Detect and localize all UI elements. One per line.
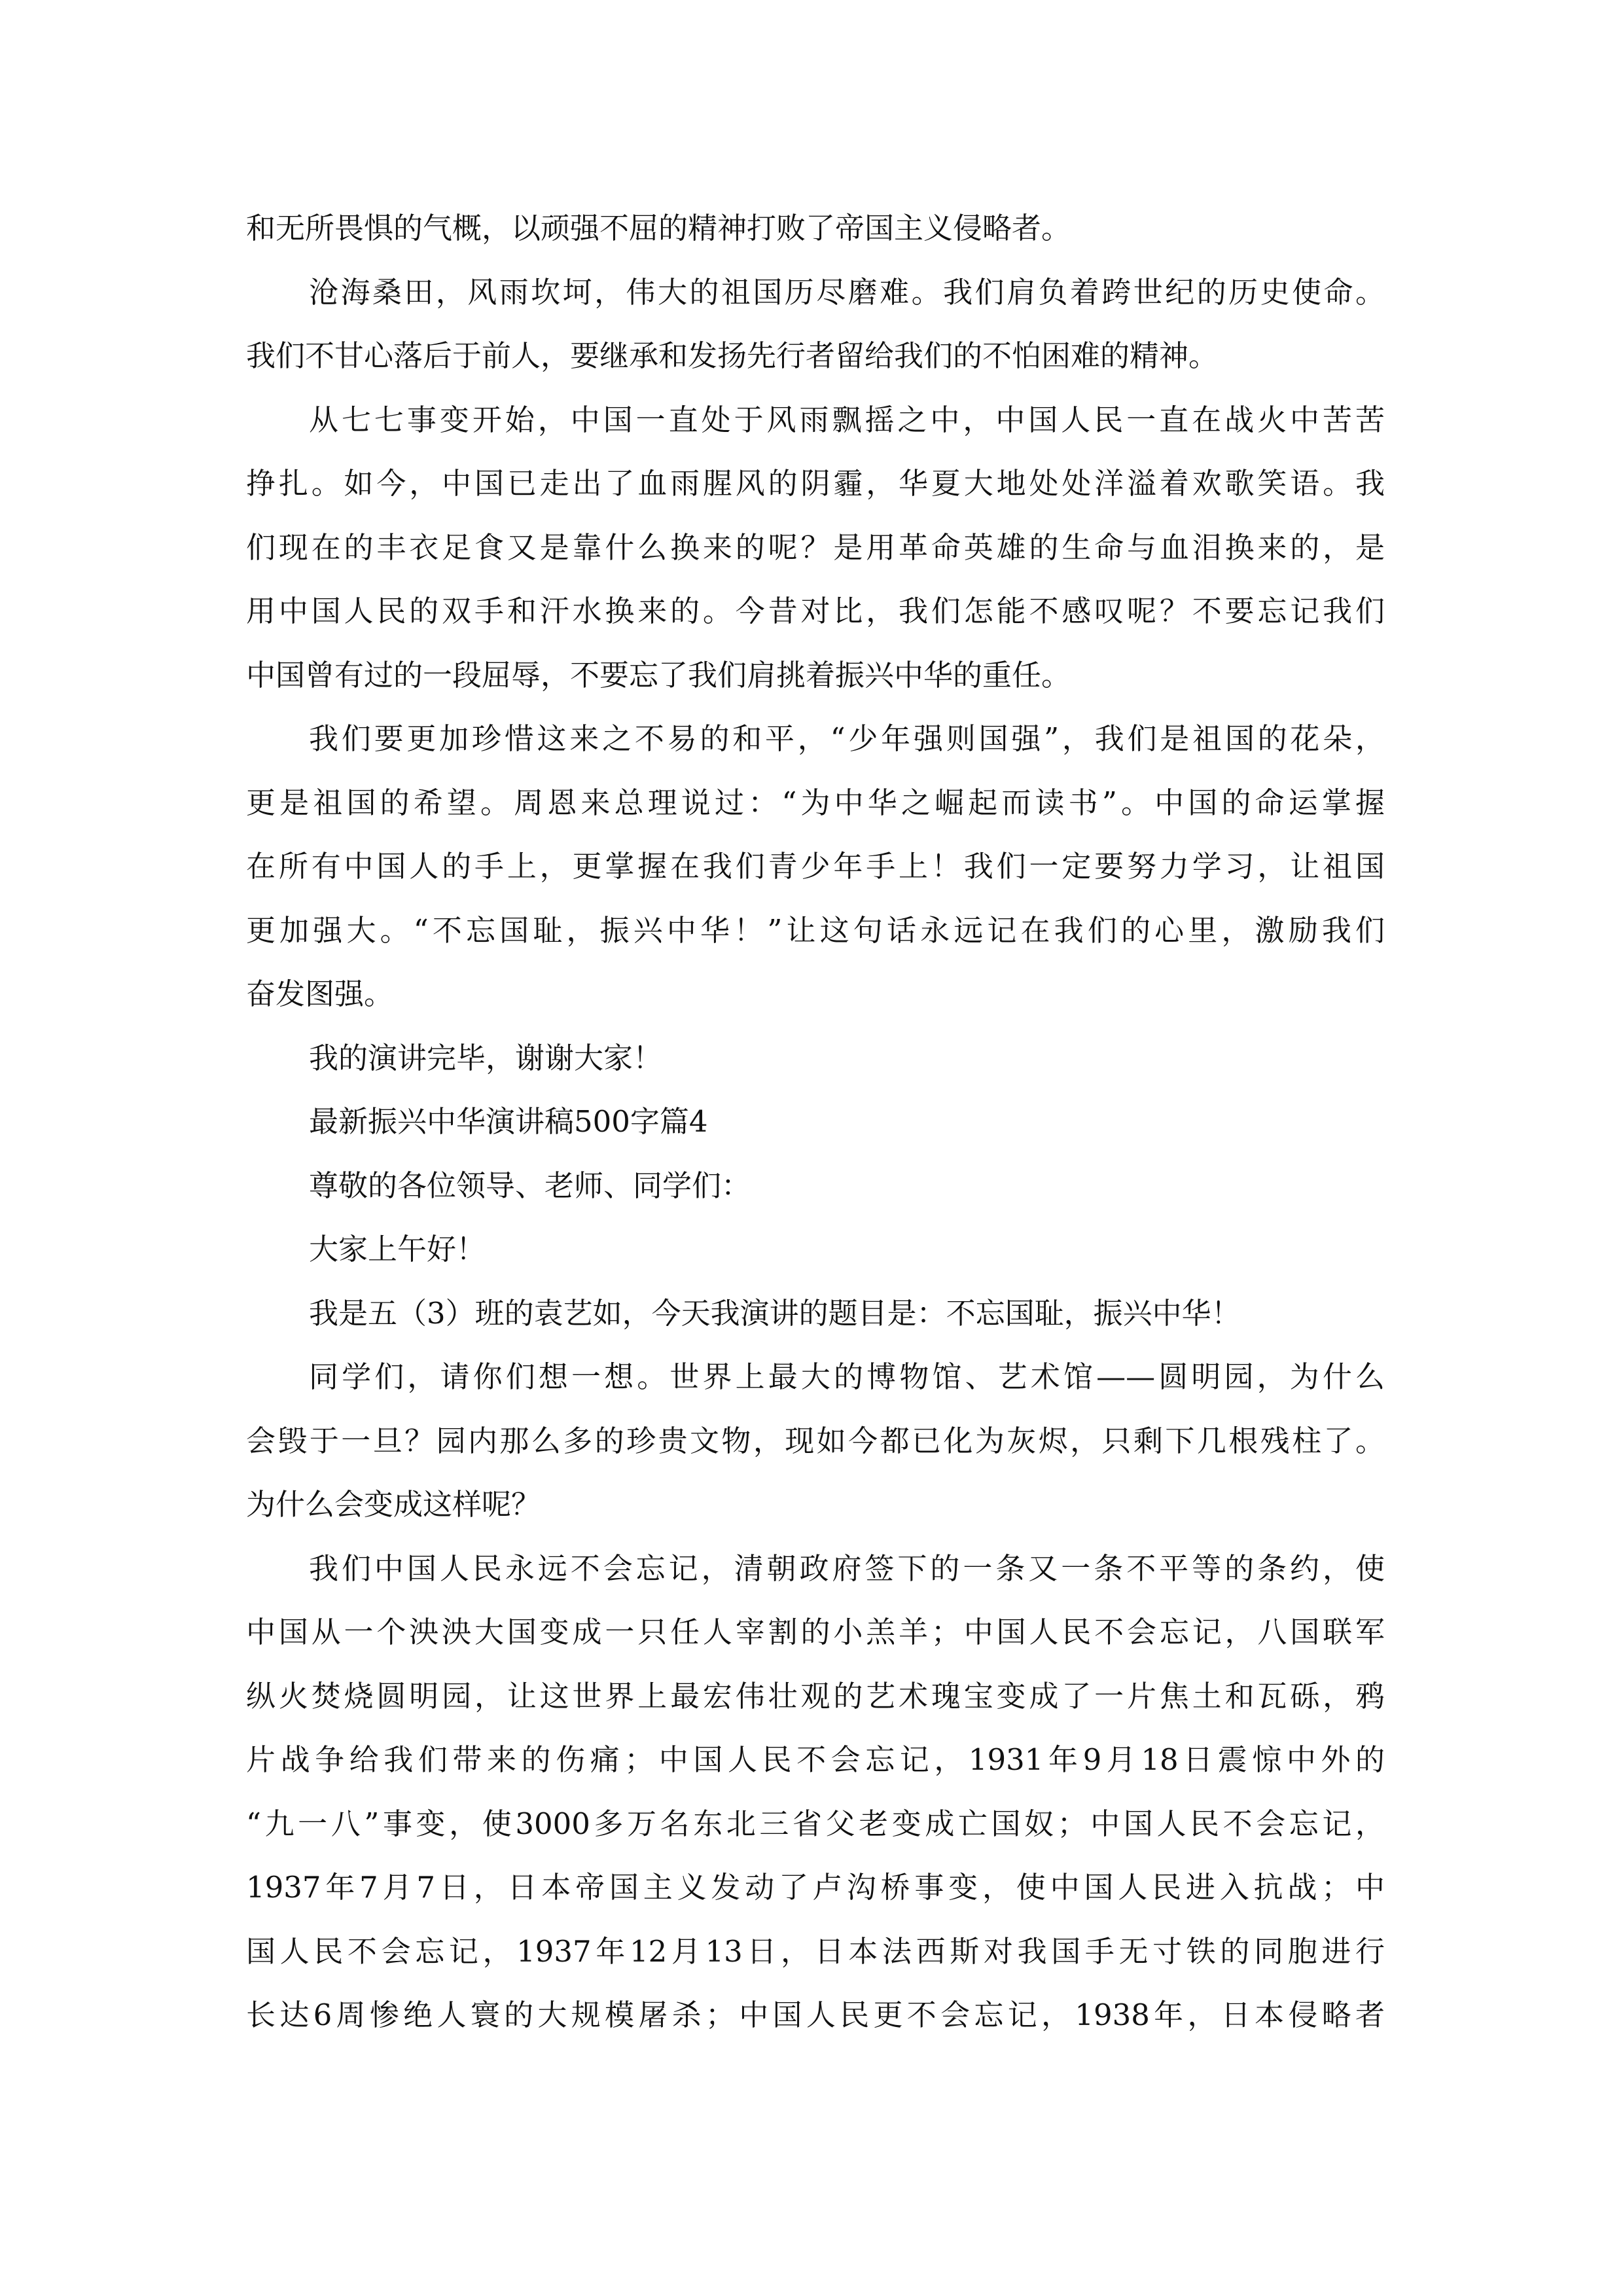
text-line: 在所有中国人的手上，更掌握在我们青少年手上！我们一定要努力学习，让祖国 [246,849,1385,884]
text-line: 挣扎。如今，中国已走出了血雨腥风的阴霾，华夏大地处处洋溢着欢歌笑语。我 [246,466,1385,501]
text-line: 最新振兴中华演讲稿500字篇4 [309,1104,708,1139]
text-line: 们现在的丰衣足食又是靠什么换来的呢？是用革命英雄的生命与血泪换来的，是 [246,529,1385,565]
text-line: 我们中国人民永远不会忘记，清朝政府签下的一条又一条不平等的条约，使 [309,1551,1385,1586]
text-line: 1937年7月7日，日本帝国主义发动了卢沟桥事变，使中国人民进入抗战；中 [246,1870,1385,1905]
text-line: 片战争给我们带来的伤痛；中国人民不会忘记，1931年9月18日震惊中外的 [246,1742,1385,1777]
text-line: “九一八”事变，使3000多万名东北三省父老变成亡国奴；中国人民不会忘记， [246,1806,1385,1841]
document-body [246,196,1385,2047]
text-line: 纵火焚烧圆明园，让这世界上最宏伟壮观的艺术瑰宝变成了一片焦土和瓦砾，鸦 [246,1678,1385,1713]
text-line: 我们要更加珍惜这来之不易的和平，“少年强则国强”，我们是祖国的花朵， [309,721,1385,756]
text-line: 我是五（3）班的袁艺如，今天我演讲的题目是：不忘国耻，振兴中华！ [309,1295,1241,1331]
text-line: 更加强大。“不忘国耻，振兴中华！”让这句话永远记在我们的心里，激励我们 [246,912,1385,948]
text-line: 为什么会变成这样呢？ [246,1487,541,1522]
text-line: 国人民不会忘记，1937年12月13日，日本法西斯对我国手无寸铁的同胞进行 [246,1933,1385,1969]
text-line: 会毁于一旦？园内那么多的珍贵文物，现如今都已化为灰烬，只剩下几根残柱了。 [246,1423,1385,1458]
text-line: 我们不甘心落后于前人，要继承和发扬先行者留给我们的不怕困难的精神。 [246,338,1219,373]
text-line: 我的演讲完毕，谢谢大家！ [309,1040,663,1075]
text-line: 尊敬的各位领导、老师、同学们： [309,1168,751,1203]
text-line: 同学们，请你们想一想。世界上最大的博物馆、艺术馆——圆明园，为什么 [309,1359,1385,1394]
text-line: 中国从一个泱泱大国变成一只任人宰割的小羔羊；中国人民不会忘记，八国联军 [246,1615,1385,1649]
text-line: 更是祖国的希望。周恩来总理说过：“为中华之崛起而读书”。中国的命运掌握 [246,785,1385,820]
text-line: 和无所畏惧的气概，以顽强不屈的精神打败了帝国主义侵略者。 [246,211,1071,245]
text-line: 中国曾有过的一段屈辱，不要忘了我们肩挑着振兴中华的重任。 [246,657,1071,692]
text-line: 长达6周惨绝人寰的大规模屠杀；中国人民更不会忘记，1938年，日本侵略者 [246,1998,1385,2032]
text-line: 奋发图强。 [246,977,394,1011]
text-line: 沧海桑田，风雨坎坷，伟大的祖国历尽磨难。我们肩负着跨世纪的历史使命。 [309,274,1385,310]
text-line: 用中国人民的双手和汗水换来的。今昔对比，我们怎能不感叹呢？不要忘记我们 [246,594,1385,628]
text-line: 从七七事变开始，中国一直处于风雨飘摇之中，中国人民一直在战火中苦苦 [309,402,1385,437]
text-line: 大家上午好！ [309,1232,486,1266]
